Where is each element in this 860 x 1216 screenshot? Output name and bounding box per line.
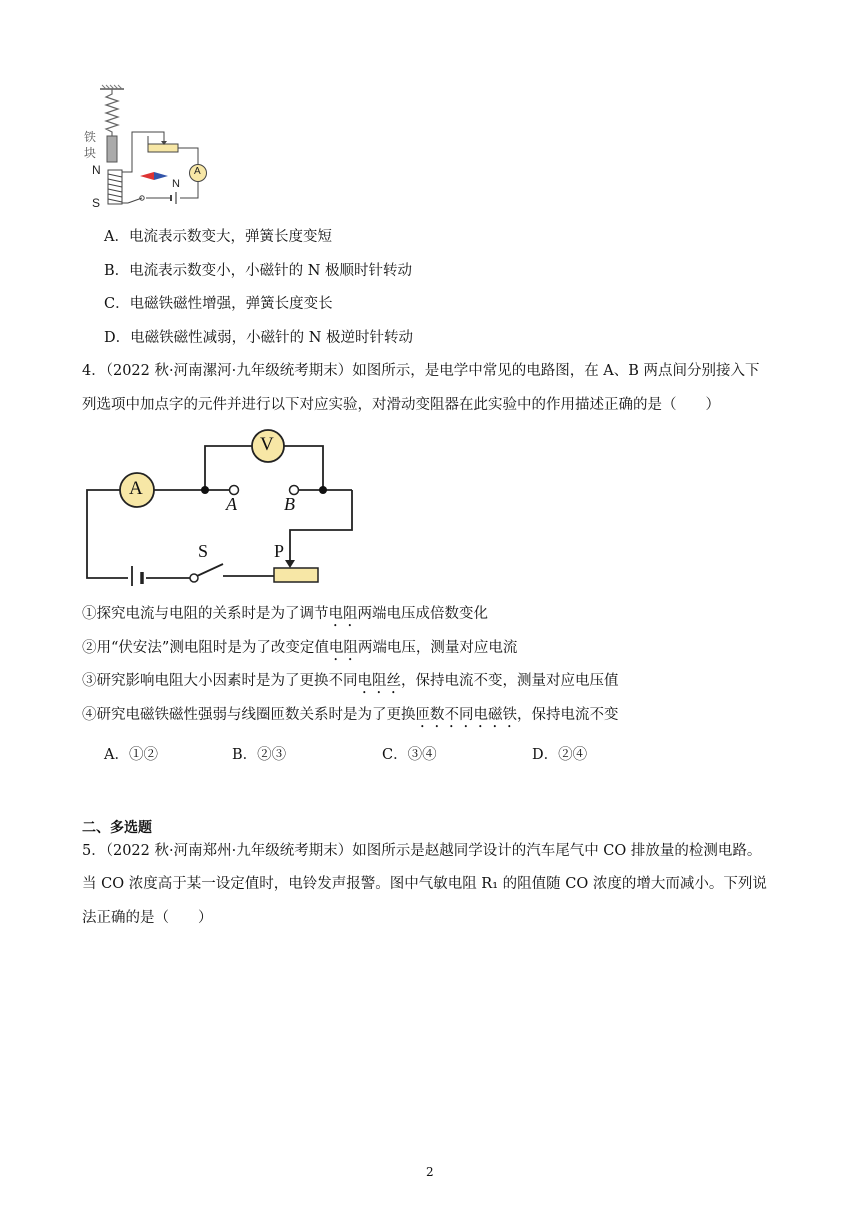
q4-point-a-label: A <box>226 494 237 514</box>
q4-voltmeter-label: V <box>260 434 274 455</box>
q3-label-coil-n: N <box>92 163 101 177</box>
q4-switch-label: S <box>198 541 209 561</box>
q4-item-4-dotted: 匝数不同电磁铁 <box>415 707 517 723</box>
q4-item-4-pre: ④研究电磁铁磁性强弱与线圈匝数关系时是为了更换 <box>82 707 416 723</box>
q4-ammeter-label: A <box>129 478 143 499</box>
q4-stem-line-2: 列选项中加点字的元件并进行以下对应实验，对滑动变阻器在此实验中的作用描述正确的是（ ） <box>82 397 720 413</box>
q4-item-2-pre: ②用“伏安法”测电阻时是为了改变定值 <box>82 640 329 656</box>
q3-label-needle-n: N <box>172 178 180 190</box>
section-heading-multiple-choice: 二、多选题 <box>82 820 152 836</box>
q4-item-3-pre: ③研究影响电阻大小因素时是为了更换不同 <box>82 673 358 689</box>
q4-item-1 <box>82 604 488 630</box>
q5-stem-line-2: 当 CO 浓度高于某一设定值时，电铃发声报警。图中气敏电阻 R₁ 的阻值随 CO 浓度的增大而减小。下列说 <box>82 876 767 892</box>
q4-item-4 <box>82 705 619 731</box>
q3-circuit-figure <box>84 84 224 214</box>
q4-item-2 <box>82 638 517 664</box>
q3-label-iron-2: 块 <box>84 146 97 160</box>
q5-stem-line-3: 法正确的是（ ） <box>82 910 213 926</box>
q3-label-coil-s: S <box>92 196 101 210</box>
q3-option-b: B．电流表示数变小，小磁针的 N 极顺时针转动 <box>104 263 413 279</box>
q4-item-2-post: 两端电压，测量对应电流 <box>357 640 518 656</box>
q4-item-3 <box>82 671 619 697</box>
q4-circuit-diagram <box>82 426 362 586</box>
q3-ammeter-label: A <box>194 166 201 177</box>
q3-option-d: D．电磁铁磁性减弱，小磁针的 N 极逆时针转动 <box>104 330 414 346</box>
q4-option-c: C．③④ <box>382 747 437 763</box>
q4-item-1-dotted: 电阻 <box>328 606 358 622</box>
q3-option-a: A．电流表示数变大，弹簧长度变短 <box>104 229 332 245</box>
q5-stem-line-1: 5．（2022 秋·河南郑州·九年级统考期末）如图所示是赵越同学设计的汽车尾气中 CO 排放量的检测电路。 <box>82 843 762 859</box>
q4-point-b-label: B <box>284 494 295 514</box>
q4-item-1-pre: ①探究电流与电阻的关系时是为了调节 <box>82 606 329 622</box>
q4-option-b: B．②③ <box>232 747 287 763</box>
q4-item-4-post: ，保持电流不变 <box>517 707 619 723</box>
q3-label-iron-1: 铁 <box>84 130 97 144</box>
q4-item-3-dotted: 电阻丝 <box>357 673 401 689</box>
q4-option-d: D．②④ <box>532 747 588 763</box>
q4-stem-line-1: 4．（2022 秋·河南漯河·九年级统考期末）如图所示，是电学中常见的电路图，在 A、B 两点间分别接入下 <box>82 363 760 379</box>
q4-item-2-dotted: 电阻 <box>328 640 358 656</box>
q4-option-a: A．①② <box>104 747 158 763</box>
q4-slider-label: P <box>274 541 285 561</box>
q3-option-c: C．电磁铁磁性增强，弹簧长度变长 <box>104 296 333 312</box>
q4-item-3-post: ，保持电流不变，测量对应电压值 <box>401 673 619 689</box>
page-number: 2 <box>426 1165 434 1179</box>
q4-item-1-post: 两端电压成倍数变化 <box>357 606 488 622</box>
